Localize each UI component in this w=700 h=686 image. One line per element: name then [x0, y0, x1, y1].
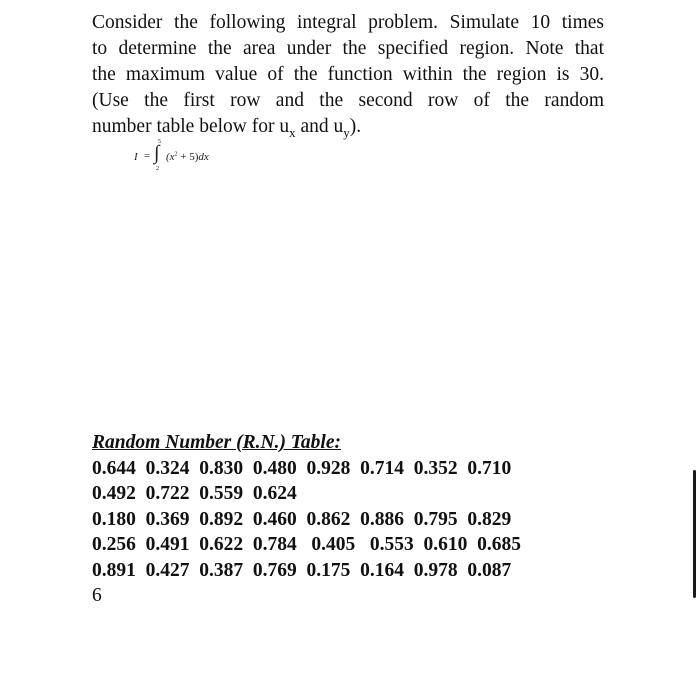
- vertical-scrollbar[interactable]: [693, 470, 696, 598]
- formula-equals: =: [144, 150, 151, 162]
- random-number-table-title: Random Number (R.N.) Table:: [92, 432, 341, 453]
- integral-formula: [134, 140, 254, 180]
- problem-line-1: Consider the following integral problem. Simulate 10 times: [92, 12, 604, 33]
- random-number-row: 0.180 0.369 0.892 0.460 0.862 0.886 0.795 0.829: [92, 508, 512, 530]
- random-number-row: 0.891 0.427 0.387 0.769 0.175 0.164 0.978 0.087: [92, 559, 512, 581]
- integrand-exponent: 2: [174, 151, 178, 158]
- problem-line-2: to determine the area under the specified region. Note that: [92, 38, 604, 59]
- integrand-dx: dx: [198, 151, 209, 163]
- problem-line-5-mid: and u: [295, 116, 344, 137]
- random-number-row: 0.644 0.324 0.830 0.480 0.928 0.714 0.352 0.710: [92, 457, 512, 479]
- random-number-row: 0.492 0.722 0.559 0.624: [92, 483, 297, 504]
- integrand-plus-five: + 5): [177, 151, 199, 163]
- problem-line-3: the maximum value of the function within the region is 30.: [92, 64, 604, 85]
- integral-lower-limit: 2: [156, 166, 159, 172]
- problem-statement: [92, 10, 604, 146]
- random-number-row: 0.256 0.491 0.622 0.784 0.405 0.553 0.610 0.685: [92, 534, 521, 555]
- random-number-table: [92, 430, 602, 609]
- problem-line-4: (Use the first row and the second row of the random: [92, 90, 604, 111]
- integrand-open: (x: [166, 151, 175, 163]
- subscript-y: y: [343, 125, 350, 140]
- problem-line-5-prefix: number table below for u: [92, 116, 290, 137]
- formula-lhs: I: [134, 151, 138, 163]
- problem-line-5-suffix: ).: [349, 116, 362, 137]
- integrand: [166, 151, 209, 163]
- integral-sign-icon: ∫: [154, 142, 160, 164]
- subscript-x: x: [289, 125, 296, 140]
- random-number-trailing: 6: [92, 585, 102, 606]
- integral-upper-limit: 5: [158, 139, 161, 145]
